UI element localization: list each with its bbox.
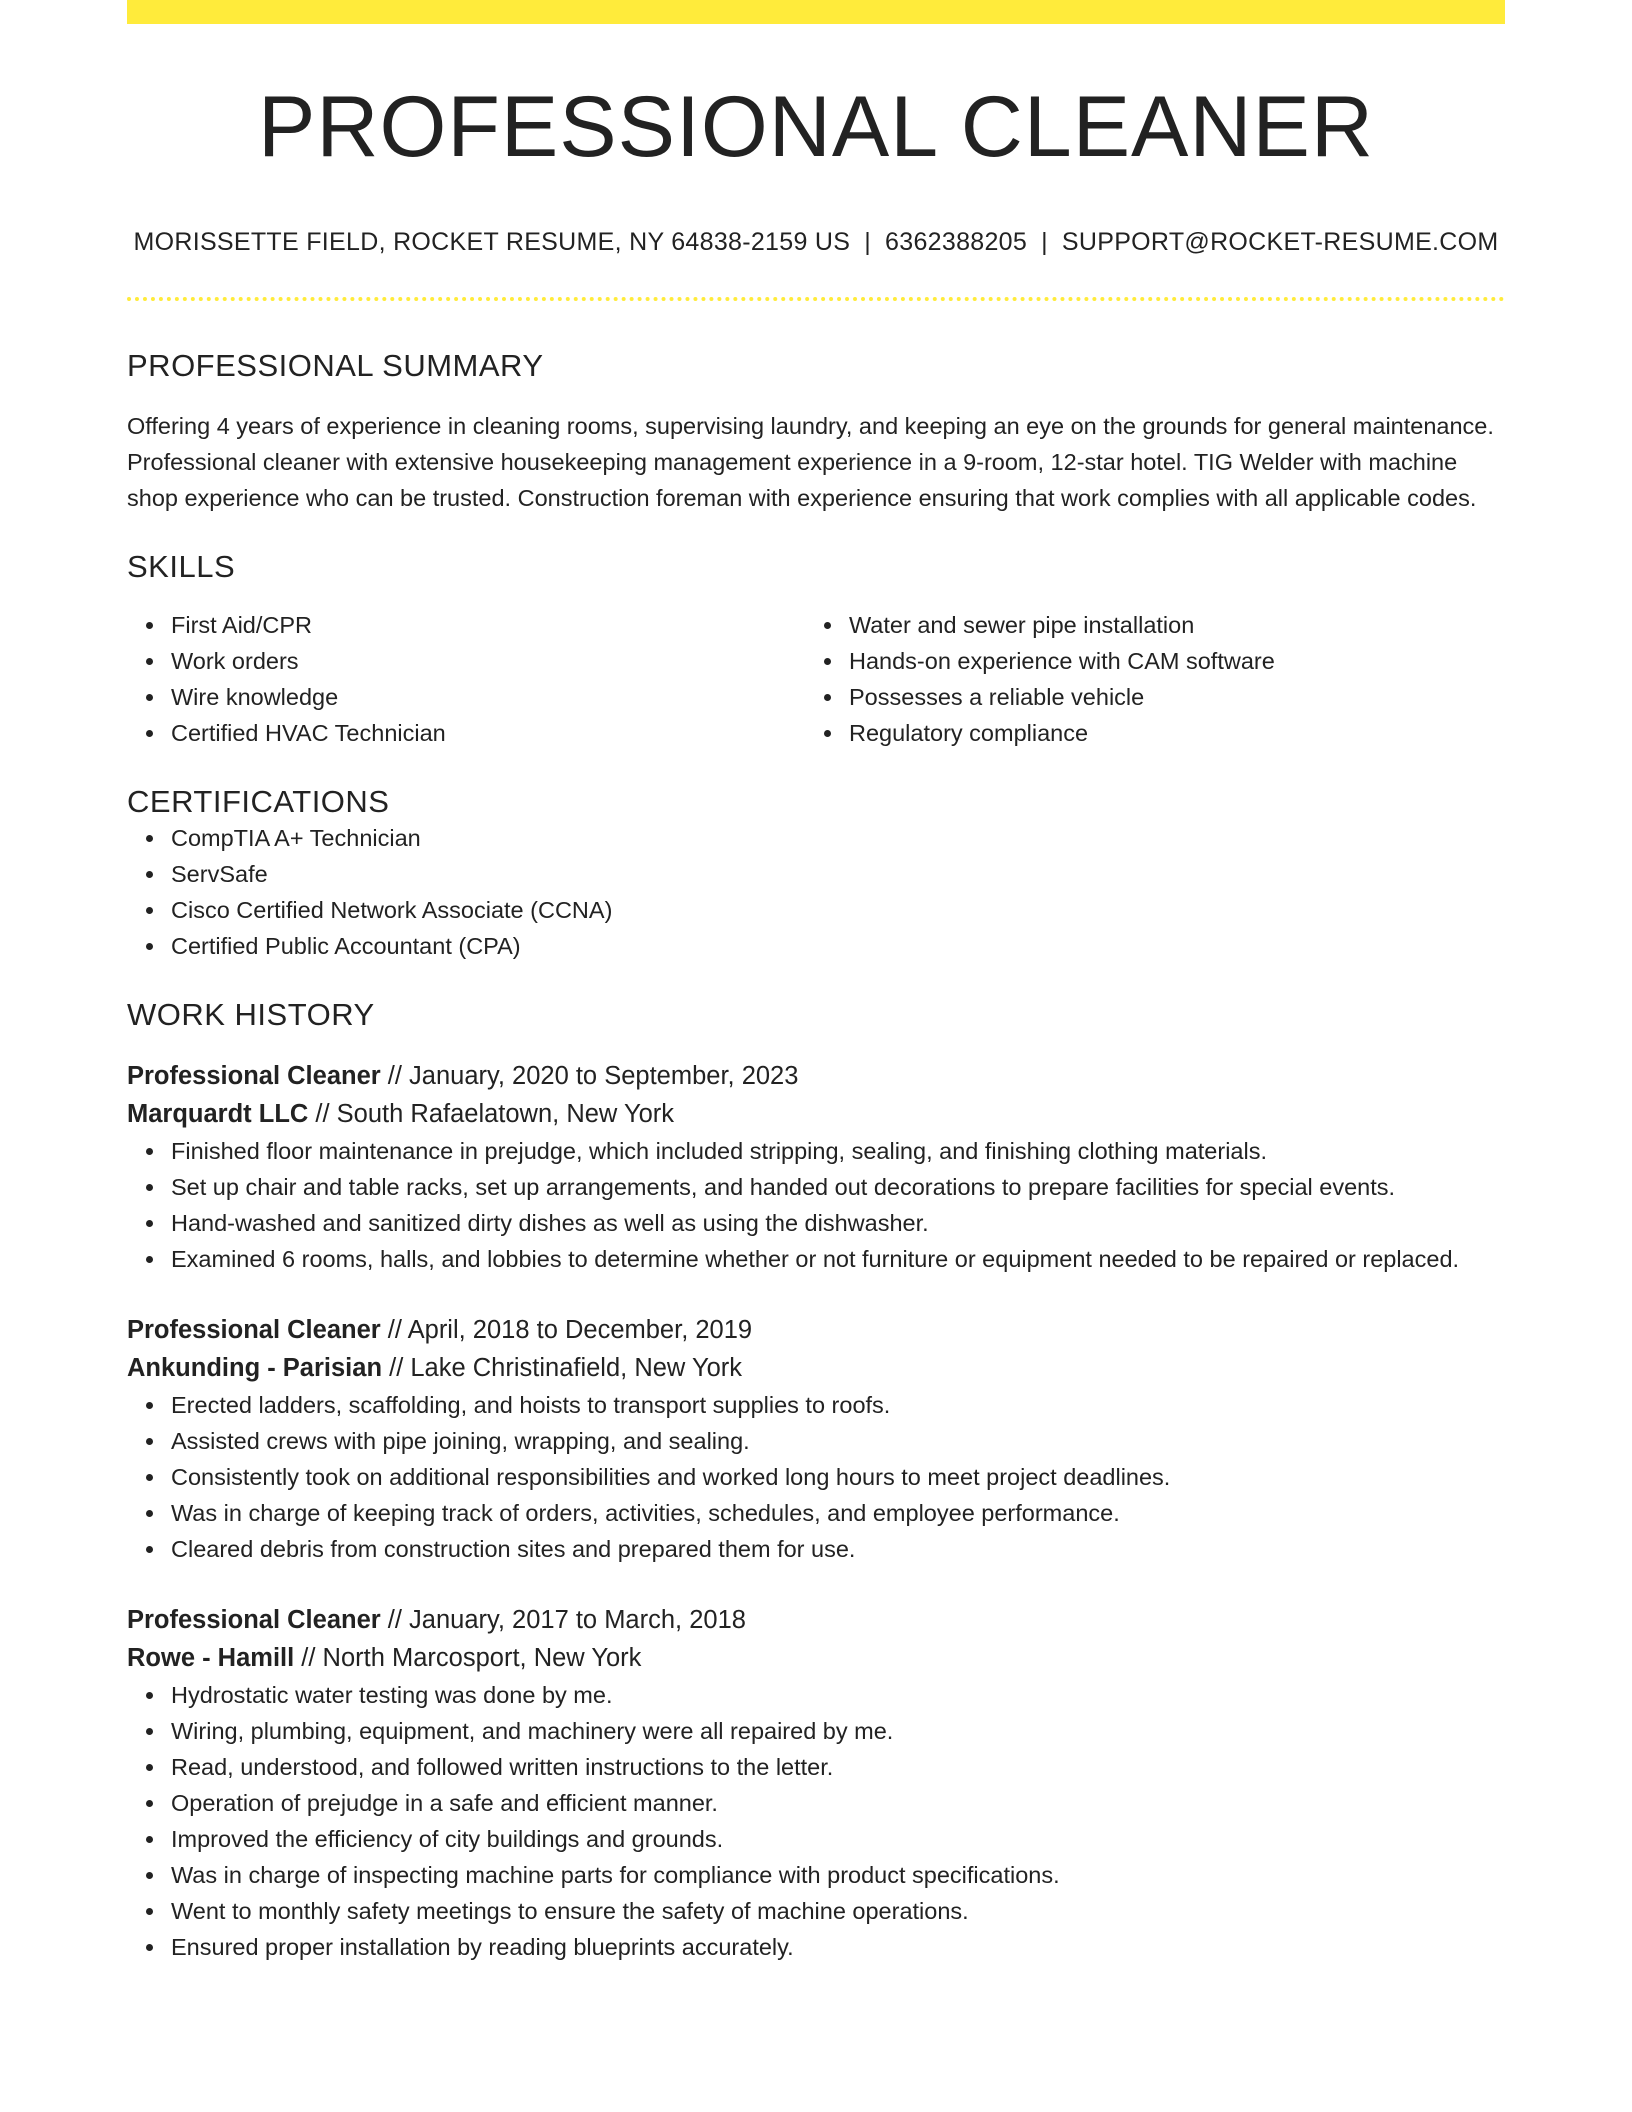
job-bullet: Was in charge of inspecting machine parts for compliance with product specifications. <box>171 1857 1505 1893</box>
skills-column-right <box>805 607 1483 751</box>
skill-item: Possesses a reliable vehicle <box>849 679 1483 715</box>
job-entry <box>127 1311 1505 1567</box>
job-bullets <box>127 1133 1505 1277</box>
certification-item: ServSafe <box>171 856 1505 892</box>
job-bullet: Operation of prejudge in a safe and efficient manner. <box>171 1785 1505 1821</box>
job-company-line <box>127 1349 1505 1387</box>
job-bullet: Hand-washed and sanitized dirty dishes as well as using the dishwasher. <box>171 1205 1505 1241</box>
job-location: // Lake Christinafield, New York <box>389 1354 743 1383</box>
job-dates: // January, 2017 to March, 2018 <box>387 1606 746 1635</box>
skill-item: Water and sewer pipe installation <box>849 607 1483 643</box>
certifications-heading: CERTIFICATIONS <box>127 783 390 819</box>
job-company: Rowe - Hamill <box>127 1644 295 1673</box>
accent-top-bar <box>127 0 1505 24</box>
job-bullet: Set up chair and table racks, set up arrangements, and handed out decorations to prepare facilities for special events. <box>171 1169 1505 1205</box>
job-bullet: Improved the efficiency of city buildings and grounds. <box>171 1821 1505 1857</box>
job-title: Professional Cleaner <box>127 1316 381 1345</box>
certification-item: Certified Public Accountant (CPA) <box>171 928 1505 964</box>
contact-separator: | <box>864 227 872 256</box>
certifications-list <box>127 820 1505 964</box>
skill-item: Work orders <box>171 643 805 679</box>
work-history-heading: WORK HISTORY <box>127 997 375 1033</box>
contact-line <box>127 227 1505 257</box>
skills-list-right <box>805 607 1483 751</box>
job-title-line <box>127 1601 1505 1639</box>
job-bullet: Wiring, plumbing, equipment, and machinery were all repaired by me. <box>171 1713 1505 1749</box>
job-bullets <box>127 1387 1505 1567</box>
job-entry <box>127 1601 1505 1965</box>
certification-item: CompTIA A+ Technician <box>171 820 1505 856</box>
skills-heading: SKILLS <box>127 548 236 584</box>
job-bullet: Went to monthly safety meetings to ensure the safety of machine operations. <box>171 1893 1505 1929</box>
job-bullet: Consistently took on additional responsibilities and worked long hours to meet project deadlines. <box>171 1459 1505 1495</box>
contact-separator: | <box>1041 227 1048 256</box>
contact-email: SUPPORT@ROCKET-RESUME.COM <box>1061 227 1499 256</box>
dotted-divider <box>127 297 1505 301</box>
job-title-line <box>127 1311 1505 1349</box>
skill-item: Wire knowledge <box>171 679 805 715</box>
skill-item: Hands-on experience with CAM software <box>849 643 1483 679</box>
job-company: Marquardt LLC <box>127 1100 309 1129</box>
skills-column-left <box>127 607 805 751</box>
job-bullet: Read, understood, and followed written instructions to the letter. <box>171 1749 1505 1785</box>
job-company-line <box>127 1095 1505 1133</box>
job-location: // North Marcosport, New York <box>301 1644 642 1673</box>
job-bullet: Hydrostatic water testing was done by me. <box>171 1677 1505 1713</box>
job-bullet: Erected ladders, scaffolding, and hoists to transport supplies to roofs. <box>171 1387 1505 1423</box>
job-location: // South Rafaelatown, New York <box>315 1100 675 1129</box>
job-bullet: Finished floor maintenance in prejudge, which included stripping, sealing, and finishing clothing materials. <box>171 1133 1505 1169</box>
summary-heading: PROFESSIONAL SUMMARY <box>127 347 544 383</box>
skill-item: Certified HVAC Technician <box>171 715 805 751</box>
job-bullet: Assisted crews with pipe joining, wrapping, and sealing. <box>171 1423 1505 1459</box>
job-bullet: Cleared debris from construction sites and prepared them for use. <box>171 1531 1505 1567</box>
job-title-line <box>127 1057 1505 1095</box>
contact-phone: 6362388205 <box>885 227 1028 256</box>
resume-page <box>127 0 1505 1965</box>
job-dates: // April, 2018 to December, 2019 <box>387 1316 753 1345</box>
skill-item: First Aid/CPR <box>171 607 805 643</box>
job-bullet: Was in charge of keeping track of orders, activities, schedules, and employee performance. <box>171 1495 1505 1531</box>
job-bullet: Ensured proper installation by reading blueprints accurately. <box>171 1929 1505 1965</box>
job-title: Professional Cleaner <box>127 1062 381 1091</box>
job-bullet: Examined 6 rooms, halls, and lobbies to determine whether or not furniture or equipment needed to be repaired or replaced. <box>171 1241 1505 1277</box>
job-company-line <box>127 1639 1505 1677</box>
summary-text: Offering 4 years of experience in cleaning rooms, supervising laundry, and keeping an eye on the grounds for general maintenance. Professional cleaner with extensive housekeeping management experience in a 9-room, 12-star hotel. TIG Welder with machine shop experience who can be trusted. Construction foreman with experience ensuring that work complies with all applicable codes. <box>127 412 1494 511</box>
certification-item: Cisco Certified Network Associate (CCNA) <box>171 892 1505 928</box>
job-company: Ankunding - Parisian <box>127 1354 383 1383</box>
skills-list-left <box>127 607 805 751</box>
resume-name: PROFESSIONAL CLEANER <box>258 79 1374 175</box>
job-entry <box>127 1057 1505 1277</box>
job-dates: // January, 2020 to September, 2023 <box>387 1062 799 1091</box>
job-title: Professional Cleaner <box>127 1606 381 1635</box>
job-bullets <box>127 1677 1505 1965</box>
contact-address: MORISSETTE FIELD, ROCKET RESUME, NY 64838-2159 US <box>133 227 851 256</box>
skill-item: Regulatory compliance <box>849 715 1483 751</box>
skills-grid <box>127 607 1505 751</box>
